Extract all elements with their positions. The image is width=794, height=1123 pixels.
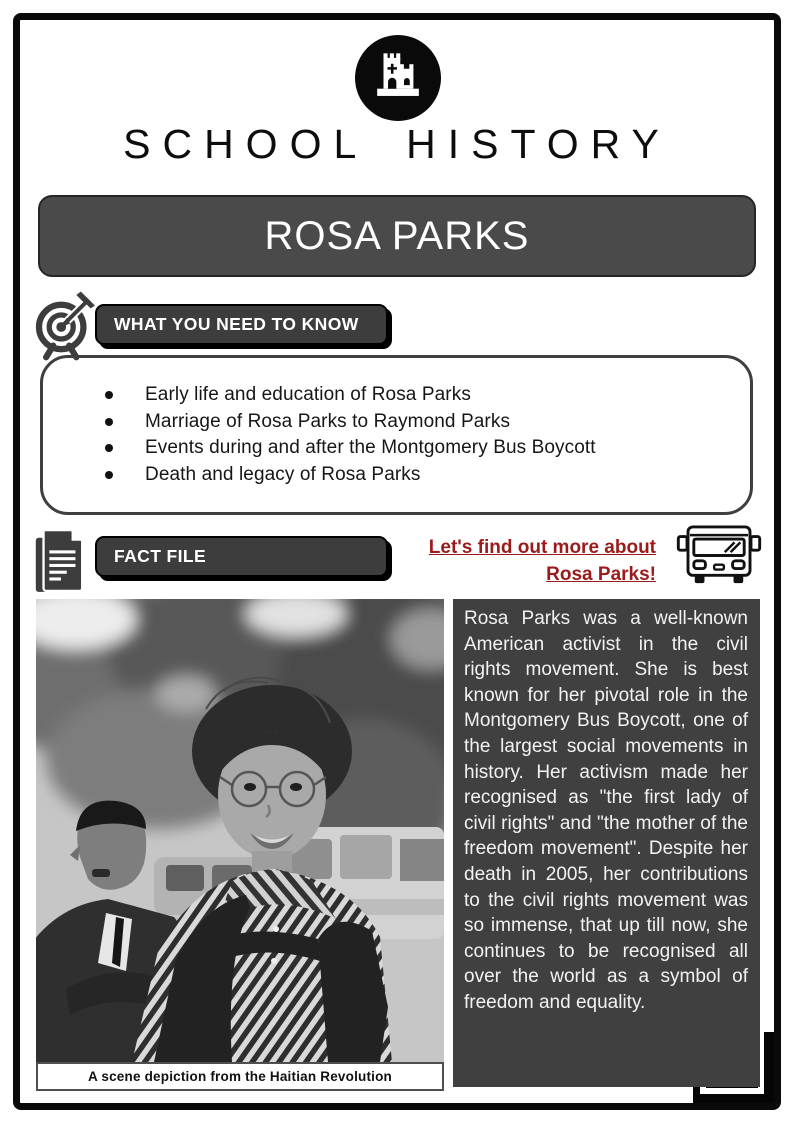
bullet-dot xyxy=(105,471,113,479)
photo-caption: A scene depiction from the Haitian Revolution xyxy=(36,1062,444,1091)
list-item-text: Death and legacy of Rosa Parks xyxy=(145,463,421,485)
castle-icon xyxy=(369,47,427,110)
document-icon xyxy=(30,526,88,601)
brand-title: SCHOOL HISTORY xyxy=(123,121,671,167)
find-out-more-link[interactable]: Let's find out more about Rosa Parks! xyxy=(428,537,656,585)
list-item-text: Early life and education of Rosa Parks xyxy=(145,384,471,405)
bullet-dot xyxy=(105,444,113,452)
list-item xyxy=(105,412,726,431)
need-to-know-banner xyxy=(95,304,388,345)
list-item xyxy=(105,465,726,484)
bus-icon xyxy=(676,524,762,591)
list-item xyxy=(105,438,726,457)
school-history-logo xyxy=(355,35,441,121)
list-item-text: Marriage of Rosa Parks to Raymond Parks xyxy=(145,410,511,432)
need-to-know-list-box xyxy=(40,355,753,515)
need-to-know-heading: WHAT YOU NEED TO KNOW xyxy=(114,314,359,334)
need-to-know-list xyxy=(105,385,726,484)
fact-text: Rosa Parks was a well-known American activist in the civil rights movement. She is best known for her pivotal role in the Montgomery Bus Boycott, one of the largest social movements in history. Her activism made her recognised as "the first lady of civil rights" and "the mother of the freedom movement". Despite her death in 2005, her contributions to the civil rights movement was so immense, that up till now, she continues to be recognised all over the world as a symbol of freedom and equality. xyxy=(464,608,748,1013)
bullet-dot xyxy=(105,391,113,399)
bullet-dot xyxy=(105,418,113,426)
page-title: ROSA PARKS xyxy=(38,195,756,277)
fact-file-banner xyxy=(95,536,388,577)
list-item xyxy=(105,385,726,404)
rosa-parks-photo xyxy=(36,599,444,1062)
fact-file-heading: FACT FILE xyxy=(114,546,207,566)
fact-text-box xyxy=(453,599,760,1087)
list-item-text: Events during and after the Montgomery Bus Boycott xyxy=(145,437,596,458)
